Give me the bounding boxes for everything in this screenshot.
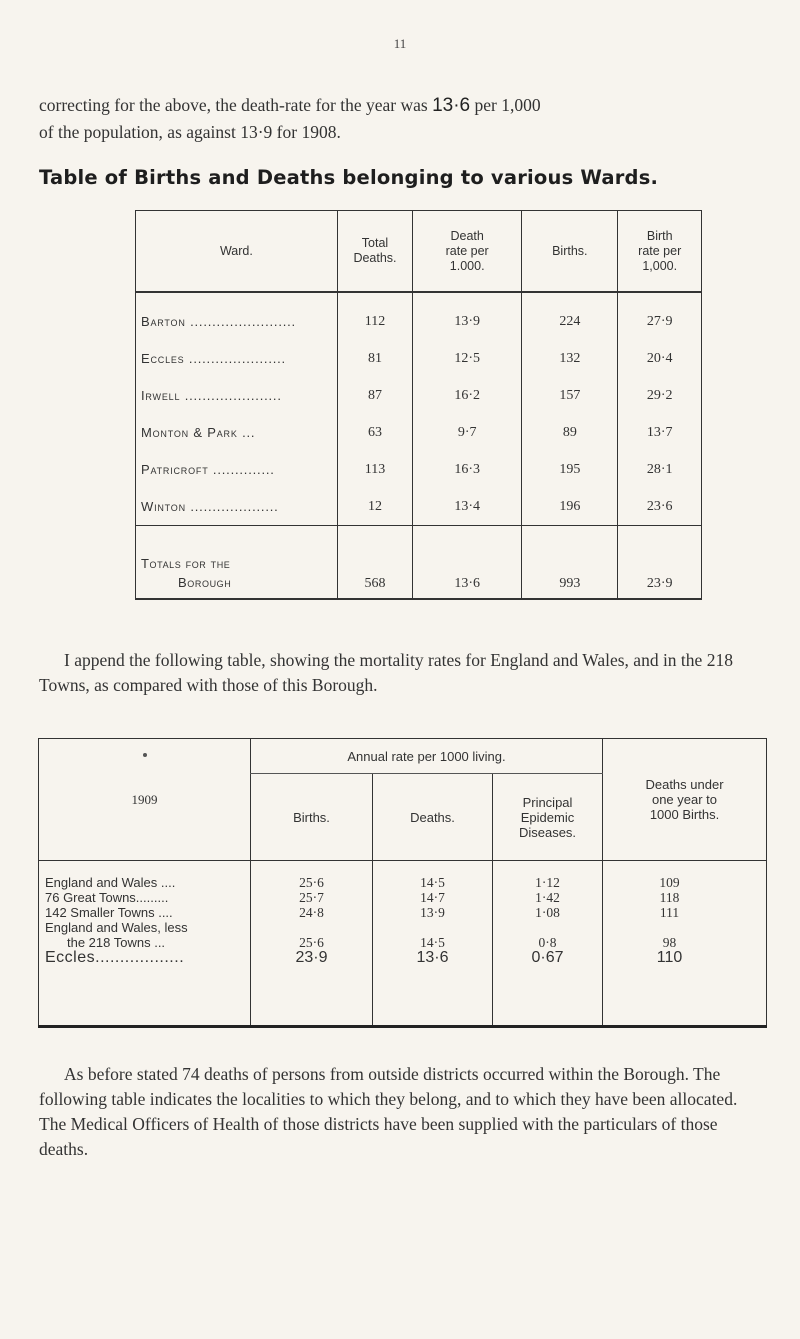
death-rate-figure: 13·6 bbox=[432, 95, 471, 116]
ward-name: Irwell bbox=[141, 388, 181, 403]
deaths-cell: 113 bbox=[337, 451, 412, 488]
births-cell: 157 bbox=[522, 377, 618, 414]
annual-rate-header: Annual rate per 1000 living. bbox=[251, 739, 603, 774]
intro-line1-pre: correcting for the above, the death-rate for the year was bbox=[39, 95, 428, 115]
death-rate-cell: 16·3 bbox=[413, 451, 522, 488]
death-rate-cell: 12·5 bbox=[413, 340, 522, 377]
year-header: 1909 bbox=[39, 739, 251, 861]
death-rate-cell: 13·9 bbox=[413, 292, 522, 340]
ward-name: Barton bbox=[141, 314, 186, 329]
deaths-cell: 12 bbox=[337, 488, 412, 526]
births-cell: 224 bbox=[522, 292, 618, 340]
births-cell: 132 bbox=[522, 340, 618, 377]
birth-rate-cell: 20·4 bbox=[618, 340, 702, 377]
deaths-cell: 87 bbox=[337, 377, 412, 414]
epidemic-values: 1·12 1·42 1·08 0·8 0·67 bbox=[493, 861, 603, 1027]
death-rate-cell: 9·7 bbox=[413, 414, 522, 451]
table-row: Eccles ...................... 81 12·5 132 20·4 bbox=[136, 340, 702, 377]
ward-name: Eccles bbox=[141, 351, 185, 366]
rates-table-body bbox=[39, 861, 767, 1027]
infant-deaths-values: 109 118 111 98 110 bbox=[603, 861, 767, 1027]
death-rate-header: Death rate per 1.000. bbox=[413, 211, 522, 293]
area-label: England and Wales, less bbox=[45, 920, 188, 935]
table-row: Patricroft .............. 113 16·3 195 28·1 bbox=[136, 451, 702, 488]
deaths-cell: 112 bbox=[337, 292, 412, 340]
table-row: Barton ........................ 112 13·9 224 27·9 bbox=[136, 292, 702, 340]
total-birth-rate-cell: 23·9 bbox=[618, 526, 702, 600]
deaths-rate-header: Deaths. bbox=[373, 774, 493, 861]
total-deaths-cell: 568 bbox=[337, 526, 412, 600]
area-label-eccles: Eccles.................. bbox=[45, 949, 185, 966]
intro-line2: of the population, as against 13·9 for 1908. bbox=[39, 122, 341, 142]
births-cell: 89 bbox=[522, 414, 618, 451]
intro-paragraph bbox=[39, 92, 764, 145]
births-cell: 196 bbox=[522, 488, 618, 526]
ward-births-deaths-table bbox=[135, 210, 702, 600]
mortality-rates-table bbox=[38, 738, 767, 1028]
birth-rate-cell: 23·6 bbox=[618, 488, 702, 526]
area-label: the 218 Towns ... bbox=[67, 935, 166, 950]
totals-label: Totals for the Borough bbox=[136, 526, 338, 600]
total-births-cell: 993 bbox=[522, 526, 618, 600]
comparison-paragraph: I append the following table, showing the mortality rates for England and Wales, and in the 218 Towns, as compared with those of this Borough. bbox=[39, 650, 733, 695]
table-row: Irwell ...................... 87 16·2 157 29·2 bbox=[136, 377, 702, 414]
births-values: 25·6 25·7 24·8 25·6 23·9 bbox=[251, 861, 373, 1027]
births-rate-header: Births. bbox=[251, 774, 373, 861]
ward-name: Winton bbox=[141, 499, 186, 514]
ward-name: Patricroft bbox=[141, 462, 209, 477]
bullet-mark bbox=[143, 753, 147, 757]
outside-deaths-paragraph: As before stated 74 deaths of persons from outside districts occurred within the Borough. The following table indicates the localities to which they belong, and to which they have been allocated. The Medical Officers of Health of those districts have been supplied with the particulars of those deaths. bbox=[39, 1064, 738, 1159]
area-labels bbox=[39, 861, 251, 1027]
deaths-cell: 81 bbox=[337, 340, 412, 377]
deaths-cell: 63 bbox=[337, 414, 412, 451]
epidemic-header: Principal Epidemic Diseases. bbox=[493, 774, 603, 861]
area-label: 76 Great Towns......... bbox=[45, 890, 169, 905]
section-title: Table of Births and Deaths belonging to various Wards. bbox=[39, 166, 659, 189]
birth-rate-cell: 13·7 bbox=[618, 414, 702, 451]
intro-line1-post: per 1,000 bbox=[474, 95, 541, 115]
death-rate-cell: 13·4 bbox=[413, 488, 522, 526]
death-rate-cell: 16·2 bbox=[413, 377, 522, 414]
ward-table-header bbox=[136, 211, 702, 293]
birth-rate-header: Birth rate per 1,000. bbox=[618, 211, 702, 293]
birth-rate-cell: 28·1 bbox=[618, 451, 702, 488]
deaths-values: 14·5 14·7 13·9 14·5 13·6 bbox=[373, 861, 493, 1027]
birth-rate-cell: 29·2 bbox=[618, 377, 702, 414]
births-header: Births. bbox=[522, 211, 618, 293]
totals-row bbox=[136, 526, 702, 600]
total-deaths-header: Total Deaths. bbox=[337, 211, 412, 293]
table-row: Winton .................... 12 13·4 196 23·6 bbox=[136, 488, 702, 526]
birth-rate-cell: 27·9 bbox=[618, 292, 702, 340]
area-label: 142 Smaller Towns .... bbox=[45, 905, 173, 920]
total-death-rate-cell: 13·6 bbox=[413, 526, 522, 600]
rates-table-group-header bbox=[39, 739, 767, 774]
page-number: 11 bbox=[393, 36, 407, 51]
births-cell: 195 bbox=[522, 451, 618, 488]
infant-deaths-header: Deaths under one year to 1000 Births. bbox=[603, 739, 767, 861]
area-label: England and Wales .... bbox=[45, 875, 176, 890]
ward-name: Monton & Park bbox=[141, 425, 238, 440]
ward-header: Ward. bbox=[136, 211, 338, 293]
table-row: Monton & Park ... 63 9·7 89 13·7 bbox=[136, 414, 702, 451]
